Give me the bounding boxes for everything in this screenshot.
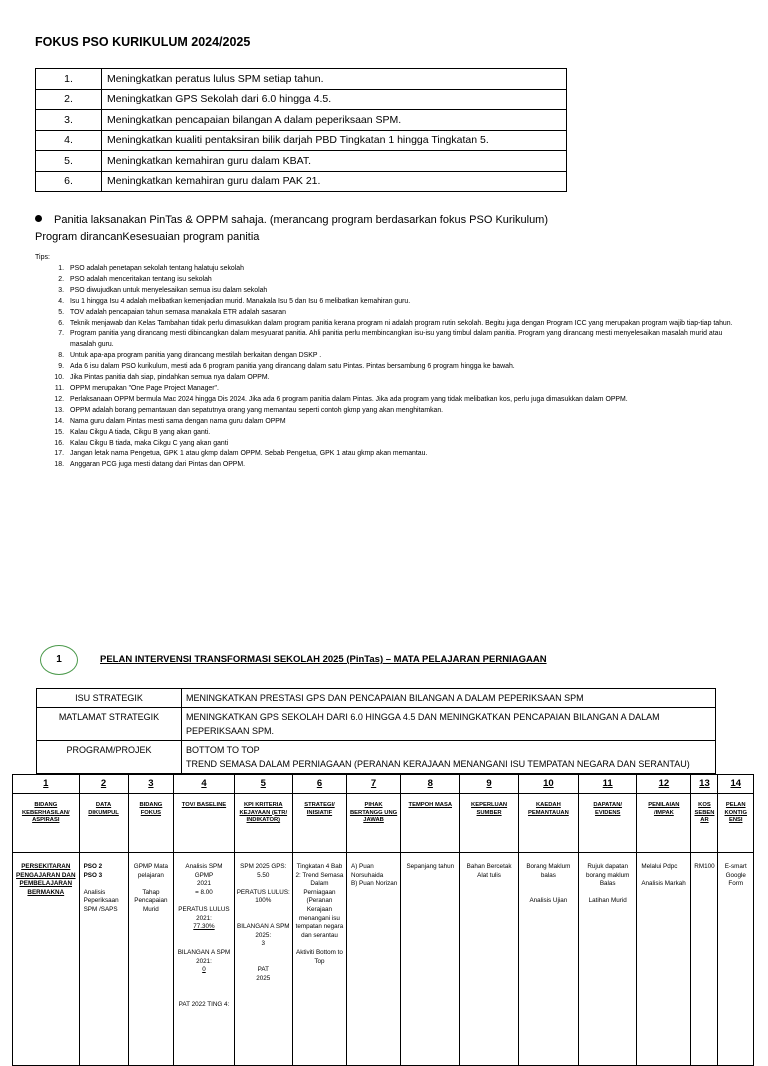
plan-column-number: 4 [174, 775, 234, 794]
tip-number: 8. [58, 352, 64, 360]
tip-item [50, 449, 740, 460]
focus-row [36, 89, 567, 110]
focus-text: Meningkatkan kualiti pentaksiran bilik darjah PBD Tingkatan 1 hingga Tingkatan 5. [102, 130, 567, 151]
tip-number: 7. [58, 330, 64, 338]
tip-text: Teknik menjawab dan Kelas Tambahan tidak perlu dimasukkan dalam program panitia kerana program ni adalah program rutin sekolah. Begitu juga dengan Program ICC yang merupakan program wajib tiap-tiap tahun. [70, 319, 733, 327]
plan-cell-penilaian: Melalui Pdpc Analisis Markah [637, 853, 691, 1066]
strategy-label: MATLAMAT STRATEGIK [37, 708, 182, 741]
plan-column-header: DATA DIKUMPUL [79, 794, 128, 853]
plan-column-header: PIHAK BERTANGG UNG JAWAB [347, 794, 401, 853]
tip-item [50, 264, 740, 275]
tip-number: 11. [54, 384, 64, 392]
tip-item [50, 373, 740, 384]
focus-number: 4. [36, 130, 102, 151]
plan-column-headers [13, 794, 754, 853]
focus-text: Meningkatkan kemahiran guru dalam KBAT. [102, 151, 567, 172]
plan-column-number: 7 [347, 775, 401, 794]
plan-column-number: 1 [13, 775, 80, 794]
tips-label: Tips: [35, 254, 50, 261]
tip-item [50, 275, 740, 286]
strategy-row [37, 708, 716, 741]
strategy-label: PROGRAM/PROJEK [37, 741, 182, 774]
strategy-table [36, 688, 716, 774]
focus-number: 3. [36, 110, 102, 131]
tip-number: 13. [54, 406, 64, 414]
tip-text: PSO adalah menceritakan tentang isu sekolah [70, 275, 212, 283]
tip-text: Jangan letak nama Pengetua, GPK 1 atau gkmp dalam OPPM. Sebab Pengetua, GPK 1 atau gkmp akan memantau. [70, 450, 428, 458]
strategy-value: MENINGKATKAN GPS SEKOLAH DARI 6.0 HINGGA 4.5 DAN MENINGKATKAN PENCAPAIAN BILANGAN A DALAM PEPERIKSAAN SPM. [182, 708, 716, 741]
tip-item [50, 329, 740, 351]
tip-text: Ada 6 isu dalam PSO kurikulum, mesti ada 6 program panitia yang dirancang dalam satu Pintas. Pintas bersambung 6 program hingga ke bawah. [70, 363, 515, 371]
plan-column-number: 5 [234, 775, 292, 794]
plan-table [12, 774, 754, 1066]
tip-number: 15. [54, 428, 64, 436]
tip-item [50, 417, 740, 428]
bullet-paragraph [35, 214, 548, 226]
bullet-icon [35, 215, 42, 222]
plan-column-header: DAPATAN/ EVIDENS [579, 794, 637, 853]
tip-number: 4. [58, 297, 64, 305]
bullet-text: Panitia laksanakan PinTas & OPPM sahaja. (merancang program berdasarkan fokus PSO Kurikulum) [54, 214, 549, 226]
plan-column-header: BIDANG FOKUS [128, 794, 174, 853]
plan-column-number: 12 [637, 775, 691, 794]
focus-table [35, 68, 567, 192]
focus-number: 5. [36, 151, 102, 172]
section-title: PELAN INTERVENSI TRANSFORMASI SEKOLAH 2025 (PinTas) – MATA PELAJARAN PERNIAGAAN [100, 654, 547, 665]
focus-text: Meningkatkan peratus lulus SPM setiap tahun. [102, 69, 567, 90]
plan-cell-sumber: Bahan Bercetak Alat tulis [460, 853, 518, 1066]
tip-item [50, 395, 740, 406]
plan-column-number: 3 [128, 775, 174, 794]
strategy-label: ISU STRATEGIK [37, 689, 182, 708]
focus-text: Meningkatkan kemahiran guru dalam PAK 21. [102, 171, 567, 192]
plan-column-header: PENILAIAN /IMPAK [637, 794, 691, 853]
plan-cell-bidang-fokus: GPMP Mata pelajaran Tahap Pencapaian Murid [128, 853, 174, 1066]
section-number-badge: 1 [40, 645, 78, 675]
plan-column-header: TOV/ BASELINE [174, 794, 234, 853]
plan-row [13, 853, 754, 1066]
plan-column-number: 11 [579, 775, 637, 794]
tips-list [50, 264, 740, 471]
strategy-row [37, 741, 716, 774]
plan-cell-tov: Analisis SPM GPMP 2021 = 8.00 PERATUS LULUS 2021: 77.30% BILANGAN A SPM 2021: 0 PAT 2022 TING 4: [174, 853, 234, 1066]
strategy-value: MENINGKATKAN PRESTASI GPS DAN PENCAPAIAN BILANGAN A DALAM PEPERIKSAAN SPM [182, 689, 716, 708]
tip-number: 5. [58, 308, 64, 316]
plan-cell-kontingensi: E-smart Google Form [718, 853, 754, 1066]
tip-number: 12. [54, 395, 64, 403]
document-title: FOKUS PSO KURIKULUM 2024/2025 [35, 35, 251, 49]
tip-number: 6. [58, 319, 64, 327]
strategy-row [37, 689, 716, 708]
tip-number: 9. [58, 363, 64, 371]
plan-cell-strategi: Tingkatan 4 Bab 2: Trend Semasa Dalam Perniagaan (Peranan Kerajaan menangani isu tempatan negara dan serantau Aktiviti Bottom to Top [292, 853, 346, 1066]
tip-item [50, 362, 740, 373]
focus-number: 6. [36, 171, 102, 192]
strategy-value: BOTTOM TO TOP TREND SEMASA DALAM PERNIAGAAN (PERANAN KERAJAAN MENANGANI ISU TEMPATAN NEGARA DAN SERANTAU) [182, 741, 716, 774]
plan-column-number: 8 [401, 775, 460, 794]
plan-column-number: 13 [691, 775, 718, 794]
plan-cell-pemantauan: Borang Maklum balas Analisis Ujian [518, 853, 578, 1066]
plan-column-header: KEPERLUAN SUMBER [460, 794, 518, 853]
tip-item [50, 428, 740, 439]
plan-column-header: KOS SEBEN AR [691, 794, 718, 853]
tip-text: Untuk apa-apa program panitia yang dirancang mestilah berkaitan dengan DSKP . [70, 352, 322, 360]
tip-text: PSO diwujudkan untuk menyelesaikan semua isu dalam sekolah [70, 286, 268, 294]
tip-text: Isu 1 hingga Isu 4 adalah melibatkan kemenjadian murid. Manakala Isu 5 dan Isu 6 melibatkan kemahiran guru. [70, 297, 411, 305]
tip-text: OPPM adalah borang pemantauan dan sepatutnya orang yang memantau seperti contoh gkmp yang akan menghitamkan. [70, 406, 444, 414]
focus-row [36, 130, 567, 151]
tip-text: Perlaksanaan OPPM bermula Mac 2024 hingga Dis 2024. Jika ada 6 program panitia dalam Pintas. Jika ada program yang tidak melibatkan kos, perlu juga dimasukkan dalam OPPM. [70, 395, 628, 403]
focus-row [36, 69, 567, 90]
tip-number: 3. [58, 286, 64, 294]
tip-number: 18. [54, 461, 64, 469]
focus-number: 2. [36, 89, 102, 110]
plan-column-header: PELAN KONTIG ENSI [718, 794, 754, 853]
plan-column-number: 10 [518, 775, 578, 794]
plan-column-header: TEMPOH MASA [401, 794, 460, 853]
tip-item [50, 351, 740, 362]
tip-number: 2. [58, 275, 64, 283]
tip-item [50, 286, 740, 297]
focus-text: Meningkatkan GPS Sekolah dari 6.0 hingga 4.5. [102, 89, 567, 110]
plan-column-header: STRATEGI/ INISIATIF [292, 794, 346, 853]
plan-cell-tempoh: Sepanjang tahun [401, 853, 460, 1066]
tip-number: 16. [54, 439, 64, 447]
tip-item [50, 406, 740, 417]
focus-number: 1. [36, 69, 102, 90]
plan-column-header: BIDANG KEBERHASILAN/ ASPIRASI [13, 794, 80, 853]
plan-cell-data: PSO 2 PSO 3 Analisis Peperiksaan SPM /SAPS [79, 853, 128, 1066]
tip-text: Kalau Cikgu A tiada, Cikgu B yang akan ganti. [70, 428, 211, 436]
tip-text: Anggaran PCG juga mesti datang dari Pintas dan OPPM. [70, 461, 246, 469]
bullet-paragraph-line2: Program dirancanKesesuaian program panitia [35, 231, 260, 243]
focus-row [36, 171, 567, 192]
tip-item [50, 460, 740, 471]
plan-column-numbers [13, 775, 754, 794]
tip-text: Jika Pintas panitia dah siap, pindahkan semua nya dalam OPPM. [70, 374, 270, 382]
plan-column-header: KAEDAH PEMANTAUAN [518, 794, 578, 853]
tip-item [50, 439, 740, 450]
focus-row [36, 110, 567, 131]
plan-cell-kpi: SPM 2025 GPS: 5.50 PERATUS LULUS: 100% BILANGAN A SPM 2025: 3 PAT 2025 [234, 853, 292, 1066]
plan-column-number: 6 [292, 775, 346, 794]
plan-cell-aspirasi: PERSEKITARAN PENGAJARAN DAN PEMBELAJARAN BERMAKNA [13, 853, 80, 1066]
tip-text: Program panitia yang dirancang mesti dibincangkan dalam mesyuarat panitia. Ahli panitia perlu membincangkan isu-isu yang timbul dalam panitia. Program yang dirancang mesti menyelesaikan masalah murid atau masalah guru. [70, 330, 723, 349]
plan-column-number: 9 [460, 775, 518, 794]
plan-cell-dapatan: Rujuk dapatan borang maklum Balas Latihan Murid [579, 853, 637, 1066]
tip-number: 10. [54, 374, 64, 382]
plan-cell-pihak: A) Puan Norsuhaida B) Puan Norizan [347, 853, 401, 1066]
tip-number: 1. [58, 265, 64, 272]
plan-column-number: 2 [79, 775, 128, 794]
tip-text: Kalau Cikgu B tiada, maka Cikgu C yang akan ganti [70, 439, 229, 447]
focus-text: Meningkatkan pencapaian bilangan A dalam peperiksaan SPM. [102, 110, 567, 131]
tip-item [50, 319, 740, 330]
plan-column-header: KPI KRITERIA KEJAYAAN (ETR/ INDIKATOR) [234, 794, 292, 853]
plan-cell-kos: RM100 [691, 853, 718, 1066]
tip-text: PSO adalah penetapan sekolah tentang halatuju sekolah [70, 265, 244, 272]
tip-item [50, 297, 740, 308]
focus-row [36, 151, 567, 172]
tip-text: Nama guru dalam Pintas mesti sama dengan nama guru dalam OPPM [70, 417, 286, 425]
tip-number: 17. [54, 450, 64, 458]
tip-text: TOV adalah pencapaian tahun semasa manakala ETR adalah sasaran [70, 308, 286, 316]
tip-text: OPPM merupakan "One Page Project Manager". [70, 384, 219, 392]
tip-number: 14. [54, 417, 64, 425]
plan-column-number: 14 [718, 775, 754, 794]
tip-item [50, 384, 740, 395]
tip-item [50, 308, 740, 319]
